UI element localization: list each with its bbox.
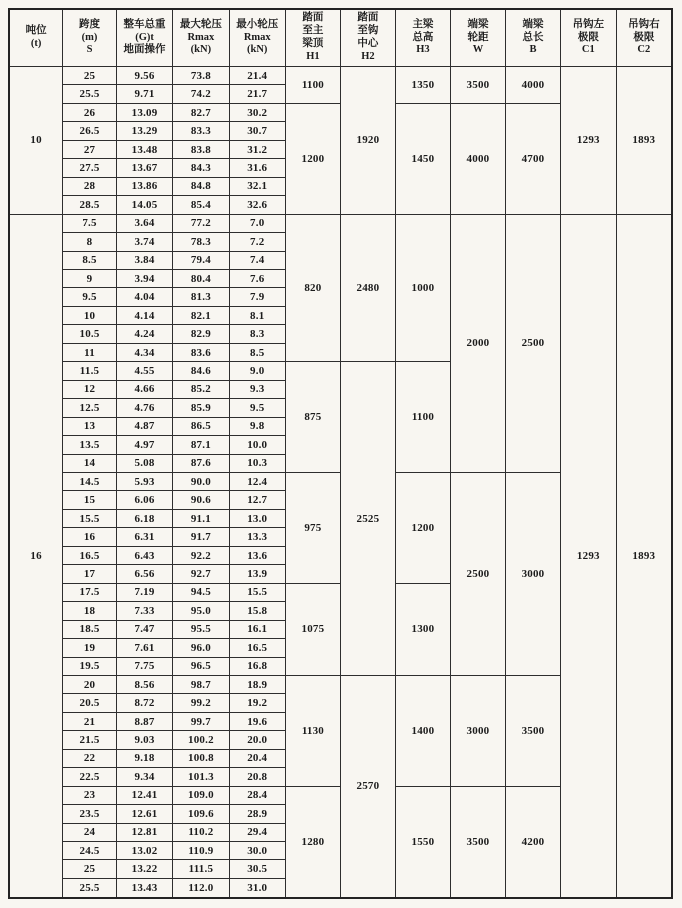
cell-h3: 1550 bbox=[395, 786, 450, 898]
cell-rmin: 32.6 bbox=[229, 196, 285, 214]
cell-g: 8.87 bbox=[116, 712, 172, 730]
cell-h3: 1400 bbox=[395, 675, 450, 786]
header-line: 梁顶 bbox=[302, 38, 324, 49]
cell-g: 6.06 bbox=[116, 491, 172, 509]
cell-b: 2500 bbox=[505, 214, 560, 472]
header-line: 主梁 bbox=[412, 18, 434, 30]
cell-rmin: 9.8 bbox=[229, 417, 285, 435]
cell-h3: 1450 bbox=[395, 103, 450, 214]
cell-rmax: 87.6 bbox=[173, 454, 229, 472]
cell-g: 12.61 bbox=[116, 805, 172, 823]
cell-rmin: 9.3 bbox=[229, 380, 285, 398]
cell-rmax: 83.8 bbox=[173, 140, 229, 158]
cell-rmax: 110.9 bbox=[173, 842, 229, 860]
cell-s: 20.5 bbox=[63, 694, 117, 712]
cell-h3: 1350 bbox=[395, 67, 450, 104]
cell-h1: 1130 bbox=[285, 675, 340, 786]
spec-table bbox=[8, 8, 673, 899]
cell-rmax: 110.2 bbox=[173, 823, 229, 841]
cell-s: 13 bbox=[63, 417, 117, 435]
cell-s: 20 bbox=[63, 675, 117, 693]
cell-h1: 820 bbox=[285, 214, 340, 362]
cell-rmax: 99.7 bbox=[173, 712, 229, 730]
header-line: (kN) bbox=[247, 44, 268, 56]
cell-s: 13.5 bbox=[63, 436, 117, 454]
col-header-c2 bbox=[616, 9, 672, 67]
cell-b: 3000 bbox=[505, 472, 560, 675]
cell-rmax: 82.1 bbox=[173, 306, 229, 324]
cell-s: 16.5 bbox=[63, 546, 117, 564]
header-line: 轮距 bbox=[467, 31, 489, 43]
header-line: Rmax bbox=[187, 31, 215, 43]
cell-rmax: 92.7 bbox=[173, 565, 229, 583]
cell-rmax: 94.5 bbox=[173, 583, 229, 601]
cell-h1: 1100 bbox=[285, 67, 340, 104]
cell-rmin: 30.2 bbox=[229, 103, 285, 121]
cell-rmax: 74.2 bbox=[173, 85, 229, 103]
cell-g: 4.97 bbox=[116, 436, 172, 454]
header-line: H1 bbox=[306, 50, 320, 62]
cell-rmin: 20.4 bbox=[229, 749, 285, 767]
cell-rmin: 13.6 bbox=[229, 546, 285, 564]
cell-rmin: 9.5 bbox=[229, 399, 285, 417]
header-line: 吨位 bbox=[25, 25, 47, 37]
cell-s: 18 bbox=[63, 602, 117, 620]
header-line: (G)t bbox=[135, 31, 154, 43]
cell-g: 13.02 bbox=[116, 842, 172, 860]
cell-rmax: 84.3 bbox=[173, 159, 229, 177]
cell-rmax: 96.0 bbox=[173, 639, 229, 657]
table-row bbox=[9, 214, 672, 232]
cell-s: 28.5 bbox=[63, 196, 117, 214]
cell-rmax: 82.9 bbox=[173, 325, 229, 343]
cell-h2: 2570 bbox=[340, 675, 395, 898]
cell-rmax: 77.2 bbox=[173, 214, 229, 232]
header-line: C1 bbox=[581, 44, 595, 56]
cell-s: 21 bbox=[63, 712, 117, 730]
cell-s: 25.5 bbox=[63, 878, 117, 898]
cell-rmax: 90.6 bbox=[173, 491, 229, 509]
header-line: Rmax bbox=[243, 31, 271, 43]
cell-rmax: 91.1 bbox=[173, 509, 229, 527]
cell-s: 28 bbox=[63, 177, 117, 195]
header-line: 最小轮压 bbox=[236, 18, 279, 30]
cell-h1: 1075 bbox=[285, 583, 340, 675]
cell-rmax: 109.0 bbox=[173, 786, 229, 804]
header-line: H3 bbox=[416, 44, 430, 56]
cell-g: 4.34 bbox=[116, 343, 172, 361]
header-line: B bbox=[529, 44, 537, 56]
cell-rmax: 83.6 bbox=[173, 343, 229, 361]
cell-rmin: 7.4 bbox=[229, 251, 285, 269]
cell-s: 8 bbox=[63, 233, 117, 251]
cell-s: 12.5 bbox=[63, 399, 117, 417]
cell-g: 12.81 bbox=[116, 823, 172, 841]
cell-w: 3500 bbox=[450, 786, 505, 898]
header-line: C2 bbox=[637, 44, 651, 56]
cell-g: 5.08 bbox=[116, 454, 172, 472]
cell-rmin: 9.0 bbox=[229, 362, 285, 380]
col-header-tonnage bbox=[9, 9, 63, 67]
cell-s: 15 bbox=[63, 491, 117, 509]
cell-g: 6.18 bbox=[116, 509, 172, 527]
cell-rmin: 12.7 bbox=[229, 491, 285, 509]
cell-rmin: 7.0 bbox=[229, 214, 285, 232]
cell-rmin: 7.9 bbox=[229, 288, 285, 306]
header-line: 极限 bbox=[577, 31, 599, 43]
cell-s: 24 bbox=[63, 823, 117, 841]
cell-rmin: 30.5 bbox=[229, 860, 285, 878]
cell-s: 11 bbox=[63, 343, 117, 361]
cell-g: 6.31 bbox=[116, 528, 172, 546]
col-header-h1 bbox=[285, 9, 340, 67]
cell-rmin: 20.0 bbox=[229, 731, 285, 749]
cell-b: 4000 bbox=[505, 67, 560, 104]
cell-rmin: 8.1 bbox=[229, 306, 285, 324]
cell-rmin: 32.1 bbox=[229, 177, 285, 195]
cell-c2: 1893 bbox=[616, 67, 672, 215]
cell-g: 4.24 bbox=[116, 325, 172, 343]
cell-g: 3.74 bbox=[116, 233, 172, 251]
cell-g: 9.71 bbox=[116, 85, 172, 103]
cell-rmax: 85.4 bbox=[173, 196, 229, 214]
cell-rmax: 84.8 bbox=[173, 177, 229, 195]
cell-w: 2000 bbox=[450, 214, 505, 472]
cell-s: 27 bbox=[63, 140, 117, 158]
cell-g: 7.47 bbox=[116, 620, 172, 638]
cell-h3: 1000 bbox=[395, 214, 450, 362]
cell-s: 14 bbox=[63, 454, 117, 472]
cell-rmax: 98.7 bbox=[173, 675, 229, 693]
cell-rmax: 87.1 bbox=[173, 436, 229, 454]
header-line: 端梁 bbox=[467, 18, 489, 30]
cell-s: 8.5 bbox=[63, 251, 117, 269]
header-line: 总高 bbox=[412, 31, 434, 43]
cell-rmin: 19.2 bbox=[229, 694, 285, 712]
table-row bbox=[9, 67, 672, 85]
cell-s: 23.5 bbox=[63, 805, 117, 823]
cell-s: 12 bbox=[63, 380, 117, 398]
col-header-h3 bbox=[395, 9, 450, 67]
cell-rmin: 18.9 bbox=[229, 675, 285, 693]
cell-g: 7.61 bbox=[116, 639, 172, 657]
cell-w: 3500 bbox=[450, 67, 505, 104]
col-header-rmax bbox=[173, 9, 229, 67]
cell-rmax: 73.8 bbox=[173, 67, 229, 85]
cell-g: 5.93 bbox=[116, 472, 172, 490]
cell-rmax: 111.5 bbox=[173, 860, 229, 878]
cell-rmin: 21.4 bbox=[229, 67, 285, 85]
cell-rmin: 20.8 bbox=[229, 768, 285, 786]
cell-g: 4.14 bbox=[116, 306, 172, 324]
cell-s: 27.5 bbox=[63, 159, 117, 177]
cell-rmin: 31.0 bbox=[229, 878, 285, 898]
cell-rmax: 95.5 bbox=[173, 620, 229, 638]
cell-g: 6.43 bbox=[116, 546, 172, 564]
cell-s: 23 bbox=[63, 786, 117, 804]
col-header-w bbox=[450, 9, 505, 67]
cell-b: 4700 bbox=[505, 103, 560, 214]
cell-rmin: 28.9 bbox=[229, 805, 285, 823]
cell-rmin: 15.5 bbox=[229, 583, 285, 601]
cell-g: 7.33 bbox=[116, 602, 172, 620]
col-header-h2 bbox=[340, 9, 395, 67]
cell-h2: 1920 bbox=[340, 67, 395, 215]
col-header-b bbox=[505, 9, 560, 67]
header-line: W bbox=[472, 44, 484, 56]
header-line: H2 bbox=[361, 50, 375, 62]
cell-g: 4.04 bbox=[116, 288, 172, 306]
header-line: 踏面 bbox=[357, 12, 379, 24]
cell-g: 3.64 bbox=[116, 214, 172, 232]
col-header-weight bbox=[116, 9, 172, 67]
cell-c1: 1293 bbox=[560, 67, 616, 215]
cell-rmax: 99.2 bbox=[173, 694, 229, 712]
cell-h1: 1200 bbox=[285, 103, 340, 214]
cell-s: 21.5 bbox=[63, 731, 117, 749]
cell-rmin: 16.8 bbox=[229, 657, 285, 675]
cell-s: 14.5 bbox=[63, 472, 117, 490]
cell-s: 26 bbox=[63, 103, 117, 121]
cell-rmin: 16.1 bbox=[229, 620, 285, 638]
header-line: 吊钩右 bbox=[628, 18, 660, 30]
header-line: 极限 bbox=[633, 31, 655, 43]
cell-g: 9.56 bbox=[116, 67, 172, 85]
cell-g: 4.76 bbox=[116, 399, 172, 417]
cell-g: 13.48 bbox=[116, 140, 172, 158]
cell-w: 4000 bbox=[450, 103, 505, 214]
cell-rmax: 85.9 bbox=[173, 399, 229, 417]
cell-rmin: 28.4 bbox=[229, 786, 285, 804]
cell-g: 7.75 bbox=[116, 657, 172, 675]
cell-rmax: 81.3 bbox=[173, 288, 229, 306]
cell-h1: 1280 bbox=[285, 786, 340, 898]
cell-s: 18.5 bbox=[63, 620, 117, 638]
cell-rmax: 84.6 bbox=[173, 362, 229, 380]
cell-s: 10.5 bbox=[63, 325, 117, 343]
cell-s: 15.5 bbox=[63, 509, 117, 527]
cell-h3: 1100 bbox=[395, 362, 450, 473]
cell-b: 4200 bbox=[505, 786, 560, 898]
table-body bbox=[9, 67, 672, 899]
cell-h3: 1300 bbox=[395, 583, 450, 675]
header-line: (t) bbox=[30, 38, 42, 49]
cell-rmax: 85.2 bbox=[173, 380, 229, 398]
cell-rmax: 100.8 bbox=[173, 749, 229, 767]
cell-s: 9.5 bbox=[63, 288, 117, 306]
header-line: 跨度 bbox=[79, 18, 101, 30]
cell-c2: 1893 bbox=[616, 214, 672, 898]
cell-rmax: 91.7 bbox=[173, 528, 229, 546]
cell-g: 13.29 bbox=[116, 122, 172, 140]
cell-rmax: 92.2 bbox=[173, 546, 229, 564]
header-line: 地面操作 bbox=[123, 44, 166, 56]
header-line: 端梁 bbox=[522, 18, 544, 30]
header-line: 踏面 bbox=[302, 12, 324, 24]
cell-s: 19.5 bbox=[63, 657, 117, 675]
cell-s: 10 bbox=[63, 306, 117, 324]
cell-rmax: 79.4 bbox=[173, 251, 229, 269]
header-line: S bbox=[86, 44, 93, 56]
header-line: 至主 bbox=[302, 25, 324, 37]
table-header bbox=[9, 9, 672, 67]
cell-rmax: 109.6 bbox=[173, 805, 229, 823]
cell-s: 22.5 bbox=[63, 768, 117, 786]
cell-c1: 1293 bbox=[560, 214, 616, 898]
cell-g: 9.34 bbox=[116, 768, 172, 786]
cell-g: 9.03 bbox=[116, 731, 172, 749]
cell-h1: 875 bbox=[285, 362, 340, 473]
header-line: 中心 bbox=[357, 38, 379, 49]
cell-rmin: 31.6 bbox=[229, 159, 285, 177]
cell-rmin: 10.0 bbox=[229, 436, 285, 454]
header-line: 至钩 bbox=[357, 25, 379, 37]
cell-g: 3.94 bbox=[116, 269, 172, 287]
cell-rmin: 8.3 bbox=[229, 325, 285, 343]
cell-g: 13.67 bbox=[116, 159, 172, 177]
cell-tonnage: 10 bbox=[9, 67, 63, 215]
header-row bbox=[9, 9, 672, 67]
cell-s: 24.5 bbox=[63, 842, 117, 860]
cell-rmin: 10.3 bbox=[229, 454, 285, 472]
cell-s: 11.5 bbox=[63, 362, 117, 380]
cell-g: 4.55 bbox=[116, 362, 172, 380]
col-header-span bbox=[63, 9, 117, 67]
cell-g: 6.56 bbox=[116, 565, 172, 583]
cell-rmin: 8.5 bbox=[229, 343, 285, 361]
cell-s: 25.5 bbox=[63, 85, 117, 103]
cell-rmax: 78.3 bbox=[173, 233, 229, 251]
cell-s: 26.5 bbox=[63, 122, 117, 140]
cell-rmin: 19.6 bbox=[229, 712, 285, 730]
cell-s: 7.5 bbox=[63, 214, 117, 232]
cell-s: 9 bbox=[63, 269, 117, 287]
cell-g: 4.87 bbox=[116, 417, 172, 435]
cell-g: 12.41 bbox=[116, 786, 172, 804]
cell-h3: 1200 bbox=[395, 472, 450, 583]
cell-s: 25 bbox=[63, 67, 117, 85]
cell-rmin: 15.8 bbox=[229, 602, 285, 620]
cell-rmin: 29.4 bbox=[229, 823, 285, 841]
cell-h2: 2480 bbox=[340, 214, 395, 362]
cell-rmin: 30.0 bbox=[229, 842, 285, 860]
cell-rmax: 86.5 bbox=[173, 417, 229, 435]
cell-s: 25 bbox=[63, 860, 117, 878]
cell-rmax: 83.3 bbox=[173, 122, 229, 140]
cell-h1: 975 bbox=[285, 472, 340, 583]
cell-rmin: 13.0 bbox=[229, 509, 285, 527]
cell-rmin: 13.3 bbox=[229, 528, 285, 546]
cell-g: 13.86 bbox=[116, 177, 172, 195]
cell-rmax: 100.2 bbox=[173, 731, 229, 749]
col-header-rmin bbox=[229, 9, 285, 67]
header-line: 整车总重 bbox=[123, 18, 166, 30]
cell-rmax: 96.5 bbox=[173, 657, 229, 675]
cell-g: 13.43 bbox=[116, 878, 172, 898]
cell-rmin: 7.6 bbox=[229, 269, 285, 287]
cell-g: 4.66 bbox=[116, 380, 172, 398]
cell-rmin: 13.9 bbox=[229, 565, 285, 583]
cell-g: 14.05 bbox=[116, 196, 172, 214]
col-header-c1 bbox=[560, 9, 616, 67]
cell-rmax: 90.0 bbox=[173, 472, 229, 490]
cell-rmin: 21.7 bbox=[229, 85, 285, 103]
cell-rmin: 30.7 bbox=[229, 122, 285, 140]
header-line: 最大轮压 bbox=[179, 18, 222, 30]
cell-g: 7.19 bbox=[116, 583, 172, 601]
cell-g: 8.72 bbox=[116, 694, 172, 712]
cell-g: 13.22 bbox=[116, 860, 172, 878]
cell-g: 13.09 bbox=[116, 103, 172, 121]
cell-tonnage: 16 bbox=[9, 214, 63, 898]
header-line: 总长 bbox=[522, 31, 544, 43]
header-line: (m) bbox=[81, 31, 98, 43]
header-line: (kN) bbox=[190, 44, 212, 56]
cell-rmin: 12.4 bbox=[229, 472, 285, 490]
cell-s: 17.5 bbox=[63, 583, 117, 601]
cell-w: 3000 bbox=[450, 675, 505, 786]
cell-rmin: 7.2 bbox=[229, 233, 285, 251]
cell-s: 19 bbox=[63, 639, 117, 657]
cell-g: 9.18 bbox=[116, 749, 172, 767]
cell-h2: 2525 bbox=[340, 362, 395, 676]
cell-w: 2500 bbox=[450, 472, 505, 675]
cell-rmax: 101.3 bbox=[173, 768, 229, 786]
cell-rmin: 31.2 bbox=[229, 140, 285, 158]
cell-g: 3.84 bbox=[116, 251, 172, 269]
cell-s: 16 bbox=[63, 528, 117, 546]
cell-rmax: 112.0 bbox=[173, 878, 229, 898]
cell-rmax: 95.0 bbox=[173, 602, 229, 620]
header-line: 吊钩左 bbox=[572, 18, 605, 30]
cell-rmax: 80.4 bbox=[173, 269, 229, 287]
cell-rmax: 82.7 bbox=[173, 103, 229, 121]
cell-s: 22 bbox=[63, 749, 117, 767]
cell-s: 17 bbox=[63, 565, 117, 583]
cell-g: 8.56 bbox=[116, 675, 172, 693]
cell-b: 3500 bbox=[505, 675, 560, 786]
cell-rmin: 16.5 bbox=[229, 639, 285, 657]
